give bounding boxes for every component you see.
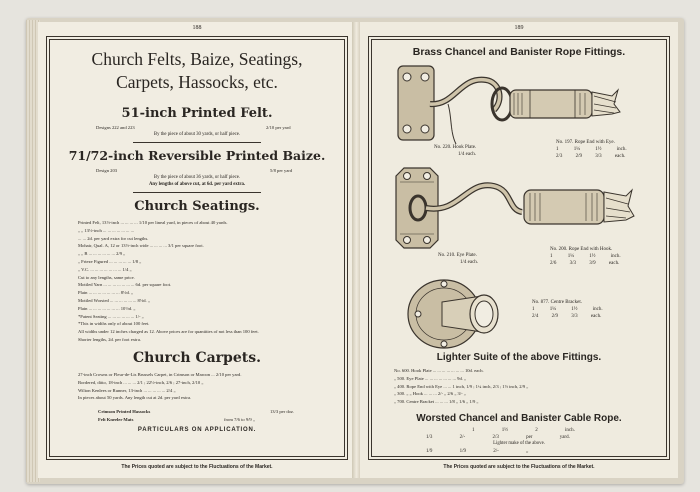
seatings-row: Mottled Yarn ... ... ... ... ... ... ... 6d. per square foot. [78, 282, 172, 288]
kneeler-label: Felt Kneeler Mats [98, 417, 134, 422]
worsted-prices: 1/3 2/- 2/3 per yard. [426, 435, 570, 440]
lighter-suite-row: „ 500. Eye Plate ... ... ... ... ... ... ... 9d. „ [394, 375, 467, 381]
page-number: 188 [192, 25, 202, 31]
kneeler-price: from 7/6 to 9/9 „ [224, 417, 255, 422]
seatings-row: Plain ... ... ... ... ... ... ... 10½d. „ [78, 305, 136, 311]
baize-note-1: By the piece of about 36 yards, or half piece. [153, 175, 241, 180]
seatings-row: *This in widths only of about 100 feet. [78, 321, 150, 327]
fig3-sizes: 1 1¼ 1½ inch. [532, 307, 603, 312]
felt-design: Designs 222 and 223 [96, 125, 135, 130]
seatings-heading: Church Seatings. [134, 199, 260, 214]
left-page [38, 22, 356, 478]
page-title: Brass Chancel and Banister Rope Fittings. [412, 46, 626, 58]
seatings-row: Printed Felt, 13½-inch ... ... ... ... 1/10 per lineal yard, in pieces of about 40 yards. [78, 220, 228, 225]
carpets-row: 27-inch Crowns or Fleur-de-Lis Brussels Carpet, in Crimson or Maroon ... 2/10 per yard. [78, 372, 242, 377]
seatings-row: „ V.C. ... ... ... ... ... ... ... 1/4 „ [78, 266, 132, 272]
fig1-caption: No. 220. Hook Plate. [434, 145, 477, 150]
seatings-row: *Patent Seating ... ... ... ... ... ... 1/- „ [78, 313, 144, 319]
seatings-row: Plain ... ... ... ... ... ... ... 8½d. „ [78, 290, 134, 296]
baize-heading: 71/72-inch Reversible Printed Baize. [68, 148, 326, 163]
fig3-caption: No. 877. Centre Bracket. [532, 300, 582, 305]
divider [133, 142, 260, 143]
felt-price: 2/10 per yard [266, 125, 291, 130]
fig1b-sizes: 1 1¼ 1½ inch. [556, 147, 627, 152]
carpets-row: Bordered, ditto, 18-inch ... ... ... 2/1 ; 22½-inch, 2/6 ; 27-inch, 2/10 „ [78, 379, 204, 385]
worsted-prices-lighter: 1/9 1/9 2/- „ [426, 449, 529, 454]
felt-note: By the piece of about 30 yards, or half piece. [153, 132, 241, 137]
seatings-row: „ „ 13½-inch ... ... ... ... ... ... ... [78, 227, 135, 233]
seatings-row: Shorter lengths, 2d. per foot extra. [78, 337, 142, 342]
worsted-heading: Worsted Chancel and Banister Cable Rope. [416, 413, 622, 424]
carpets-row: In pieces about 50 yards. Any length cut at 2d. per yard extra. [78, 395, 192, 401]
centre-bracket-illustration [404, 272, 514, 352]
right-page [360, 22, 678, 478]
hassocks-label: Crimson Printed Hassocks [98, 409, 151, 414]
page-title-line-1: Church Felts, Baize, Seatings, [91, 49, 303, 69]
lighter-suite-row: „ 700. Centre Bracket ... ... ... 1/8 „ 1/6 „ 1/9 „ [394, 399, 479, 405]
eye-plate-illustration [390, 162, 650, 258]
divider [133, 192, 260, 193]
page-footer: The Prices quoted are subject to the Fluctuations of the Market. [443, 464, 595, 470]
seatings-row: Cut to any lengths, same price. [78, 274, 135, 280]
carpets-row: Wilton Kenlees or Runner, 13-inch ... ... ... ... ... 2/4 „ [78, 387, 176, 393]
seatings-row: All widths under 12 inches charged as 12. Above prices are for quantities of not less than 100 feet. [78, 329, 259, 335]
carpets-heading: Church Carpets. [133, 350, 261, 366]
fig1b-caption: No. 197. Rope End with Eye. [556, 140, 615, 145]
lighter-heading: Lighter Suite of the above Fittings. [436, 352, 602, 363]
page-footer: The Prices quoted are subject to the Fluctuations of the Market. [121, 464, 273, 470]
baize-note-2: Any lengths of above cut, at 6d. per yard extra. [148, 182, 246, 187]
fig2b-sizes: 1 1¼ 1½ inch. [550, 254, 621, 259]
baize-design: Design 203 [96, 168, 118, 173]
page-title-line-2: Carpets, Hassocks, etc. [116, 72, 278, 92]
fig2-caption: No. 210. Eye Plate. [438, 253, 477, 258]
worsted-sizes: 1 1½ 2 inch. [472, 428, 575, 433]
fig1b-prices: 2/3 2/9 3/3 each. [556, 154, 626, 159]
fig2-price: 1/4 each. [460, 260, 479, 265]
page-number: 189 [514, 25, 524, 31]
seatings-row: „ „ B ... ... ... ... ... ... 2/9 „ [78, 251, 126, 257]
lighter-suite-row: „ 300. „ „ Hook ... ... ... 2/- „ 2/6 „ 3/- „ [394, 391, 466, 397]
lighter-suite-row: No. 600. Hook Plate ... ... ... ... ... ... ... 10d. each. [394, 368, 484, 373]
seatings-row: Mottled Worsted ... ... ... ... ... ... 8½d. „ [78, 298, 150, 303]
felt-heading: 51-inch Printed Felt. [121, 106, 273, 121]
fig3-prices: 2/4 2/9 3/3 each. [532, 314, 602, 319]
seatings-row: „ Frieze Figured ... ... ... ... ... 1/8 „ [78, 259, 142, 264]
hassocks-price: 13/3 per doz. [270, 409, 295, 414]
fig1-price: 1/4 each. [458, 152, 477, 157]
fig2b-caption: No. 200. Rope End with Hook. [550, 247, 613, 252]
seatings-row: Mohair, Qual. A, 12 or 13½-inch wide ... ... ... ... 3/1 per square foot. [78, 243, 204, 249]
particulars-note: PARTICULARS ON APPLICATION. [137, 427, 257, 433]
fig2b-prices: 2/6 3/3 3/9 each. [550, 261, 620, 266]
lighter-suite-row: „ 400. Rope End with Eye ... ... 1 inch, 1/9 ; 1¼ inch, 2/3 ; 1½ inch, 2/9 „ [394, 383, 529, 389]
worsted-note: Lighter make of the above. [493, 441, 545, 446]
baize-price: 5/8 per yard [270, 168, 293, 173]
seatings-row: ... ... 2d. per yard extra for cut lengths. [78, 235, 149, 241]
